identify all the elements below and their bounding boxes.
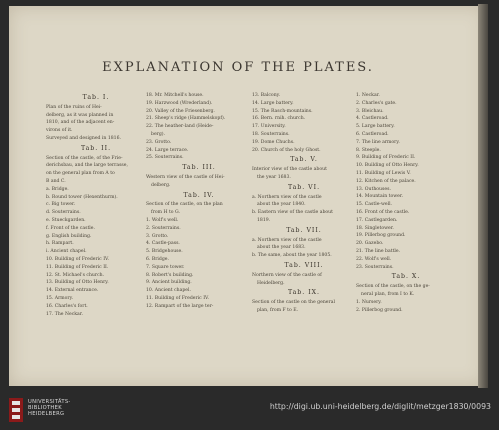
plate-entry: delberg. xyxy=(151,182,171,188)
plate-entry: 1. Wolf's well. xyxy=(146,217,179,223)
plate-entry: 15. The Rasch-mountains. xyxy=(252,108,313,114)
plate-entry: i. Ancient chapel. xyxy=(46,249,87,255)
plate-entry: plan, from F to E. xyxy=(257,307,299,313)
plate-heading: Tab. V. xyxy=(290,156,318,164)
plate-entry: 10. Ancient chapel. xyxy=(146,288,191,294)
plate-entry: about the year 1683. xyxy=(257,245,306,251)
plate-entry: Surveyed and designed in 1816. xyxy=(46,135,121,141)
plate-entry: 19. Pillerbog ground. xyxy=(356,233,406,239)
plate-entry: 19. Harzwood (Wrederland). xyxy=(146,100,213,106)
plate-heading: Tab. III. xyxy=(182,164,216,172)
plate-entry: about the year 1840. xyxy=(257,202,306,208)
plate-entry: 2. Charles's gate. xyxy=(356,100,397,106)
plate-heading: Tab. II. xyxy=(80,144,112,152)
plate-entry: 18. Singletower. xyxy=(356,225,394,231)
plate-entry: 16. Bern. rnih. church. xyxy=(252,116,306,122)
plate-entry: b. Eastern view of the castle about xyxy=(252,210,333,216)
column-1 xyxy=(46,92,146,318)
plate-entry: 11. Building of Lewis V. xyxy=(356,170,411,176)
plate-entry: a. Northern view of the castle xyxy=(252,237,322,243)
plate-entry: 22. The heather-land (Heide- xyxy=(146,124,214,130)
plate-entry: a. Northern view of the castle xyxy=(252,194,322,200)
plate-entry: 8. Robert's building. xyxy=(146,272,194,278)
plate-entry: 23. Souterrains. xyxy=(356,264,394,270)
plate-entry: 17. The Neckar. xyxy=(46,311,83,317)
plate-entry: Section of the castle, on the ge- xyxy=(356,284,430,290)
plate-heading: Tab. X. xyxy=(391,273,421,281)
plate-entry: B and C. xyxy=(46,178,66,184)
plate-entry: 12. Rampart of the large ter- xyxy=(146,303,214,309)
plate-entry: 7. The line armory. xyxy=(356,139,400,145)
plate-heading: Tab. VIII. xyxy=(284,261,324,269)
plate-entry: 19. Dome Chuchs. xyxy=(252,139,295,145)
plate-entry: 4. Castle-pass. xyxy=(146,241,180,247)
plate-entry: 20. Gazebo. xyxy=(356,241,384,247)
plate-entry: 25. Souterrains. xyxy=(146,155,184,161)
plate-entry: 12. Kitchen of the palace. xyxy=(356,178,416,184)
plate-entry: on the general plan from A to xyxy=(46,171,115,177)
plate-entry: 8. Steeple. xyxy=(356,147,381,153)
plate-heading: Tab. I. xyxy=(82,94,110,101)
column-2 xyxy=(146,92,252,311)
source-url-link[interactable]: http://digi.ub.uni-heidelberg.de/diglit/metzger1830/0093 xyxy=(269,402,491,411)
plate-entry: 10. Building of Frederic IV. xyxy=(46,256,109,262)
plate-entry: 2. Pillerbog ground. xyxy=(356,307,403,313)
library-name xyxy=(28,399,71,418)
library-name-line3: HEIDELBERG xyxy=(28,411,65,418)
plate-entry: Section of the castle on the general xyxy=(252,300,335,306)
plate-entry: g. English building. xyxy=(46,233,92,239)
page-title: EXPLANATION OF THE PLATES. xyxy=(102,60,374,75)
plate-heading: Tab. IV. xyxy=(183,191,215,199)
plate-entry: 17. Castlegarden. xyxy=(356,217,398,223)
plate-entry: 16. Charles's fort. xyxy=(46,303,88,309)
plate-entry: 16. Front of the castle. xyxy=(356,209,410,215)
library-name-line2: BIBLIOTHEK xyxy=(28,405,62,412)
plate-entry: b. Round tower (Hexenthurm). xyxy=(46,194,118,200)
plate-entry: 18. Souterrains. xyxy=(252,131,290,137)
book-spine xyxy=(478,4,488,388)
plate-entry: 21. Sheep's ridge (Hammelskopf). xyxy=(146,116,226,122)
plate-entry: 1. Neckar. xyxy=(356,93,380,98)
plate-entry: 1819. xyxy=(257,217,271,223)
plate-heading: Tab. VI. xyxy=(287,183,321,191)
plate-entry: 5. Large battery. xyxy=(356,124,395,130)
plate-entry: c. Big tower. xyxy=(46,202,76,208)
plate-entry: Northern view of the castle of xyxy=(252,272,322,278)
plate-entry: 20. Church of the holy Ghost. xyxy=(252,147,321,153)
plate-entry: 13. Balcony. xyxy=(252,93,281,98)
plate-entry: 24. Large terrace. xyxy=(146,147,189,153)
plate-entry: 2. Souterrains. xyxy=(146,225,181,231)
plate-entry: berg). xyxy=(151,131,166,137)
plate-entry: 11. Building of Frederic II. xyxy=(46,264,109,270)
plate-entry: 11. Building of Frederic IV. xyxy=(146,295,209,301)
column-4 xyxy=(356,92,456,314)
plate-entry: 5. Bridgehouse. xyxy=(146,249,183,255)
plate-entry: virons of it. xyxy=(46,128,73,134)
plate-entry: a. Bridge. xyxy=(46,186,69,192)
plate-entry: delberg, as it was planned in xyxy=(46,112,114,118)
plate-heading: Tab. VII. xyxy=(286,226,322,234)
plate-entry: b. The same, about the year 1805. xyxy=(252,253,332,259)
plate-entry: 9. Ancient building. xyxy=(146,280,192,286)
plate-entry: 1. Nursery. xyxy=(356,299,382,305)
plate-entry: Heidelberg. xyxy=(257,280,285,286)
plate-entry: 3. Grotto. xyxy=(146,233,169,239)
plate-entry: Section of the castle, on the plan xyxy=(146,202,223,208)
plate-entry: 10. Building of Otto Henry. xyxy=(356,163,419,169)
plate-entry: 15. Armory. xyxy=(46,295,74,301)
plate-entry: 9. Building of Frederic II. xyxy=(356,155,416,161)
plate-entry: 6. Bridge. xyxy=(146,256,169,262)
plate-entry: derichsbau, and the large terrasse, xyxy=(46,163,128,169)
plate-entry: Western view of the castle of Hei- xyxy=(146,174,225,180)
plate-entry: 15. Castle-well. xyxy=(356,202,393,208)
plate-entry: 22. Wolf's well. xyxy=(356,256,392,262)
plate-entry: 14. External entrance. xyxy=(46,288,99,294)
plate-entry: 12. St. Michael's church. xyxy=(46,272,105,278)
plate-entry: 1810, and of the adjacent en- xyxy=(46,120,115,126)
plate-entry: neral plan, from I to K. xyxy=(361,291,415,297)
plate-entry: d. Souterrains. xyxy=(46,210,81,216)
plate-entry: Interior view of the castle about xyxy=(252,167,327,173)
plate-entry: 3. Bleichau. xyxy=(356,108,384,114)
plate-entry: Plan of the ruins of Hei- xyxy=(46,104,102,110)
plate-entry: 17. University. xyxy=(252,124,286,130)
column-3 xyxy=(252,92,356,315)
plate-entry: the year 1683. xyxy=(257,174,291,180)
plate-entry: 20. Valley of the Friesenberg. xyxy=(146,108,215,114)
library-name-line1: UNIVERSITÄTS- xyxy=(28,399,71,405)
plate-entry: f. Front of the castle. xyxy=(46,225,95,231)
plate-heading: Tab. IX. xyxy=(287,289,321,297)
plate-entry: 13. Building of Otto Henry. xyxy=(46,280,109,286)
plate-entry: e. Stueckgarden. xyxy=(46,217,86,223)
plate-entry: 4. Castleroad. xyxy=(356,116,389,122)
plate-entry: 21. The line battle. xyxy=(356,248,401,254)
plate-entry: 14. Mountain tower. xyxy=(356,194,404,200)
plate-entry: 6. Castleroad. xyxy=(356,131,389,137)
plate-entry: 18. Mr. Mitchell's house. xyxy=(146,93,204,98)
plate-entry: Section of the castle, of the Frie- xyxy=(46,155,123,161)
plate-entry: from H to G. xyxy=(151,210,180,216)
plate-entry: h. Rampart. xyxy=(46,241,74,247)
plate-entry: 13. Outhouses. xyxy=(356,186,391,192)
plate-entry: 7. Square tower. xyxy=(146,264,185,270)
university-logo-icon xyxy=(8,397,24,423)
plate-entry: 14. Large battery. xyxy=(252,100,294,106)
plate-entry: 23. Grotto. xyxy=(146,139,172,145)
